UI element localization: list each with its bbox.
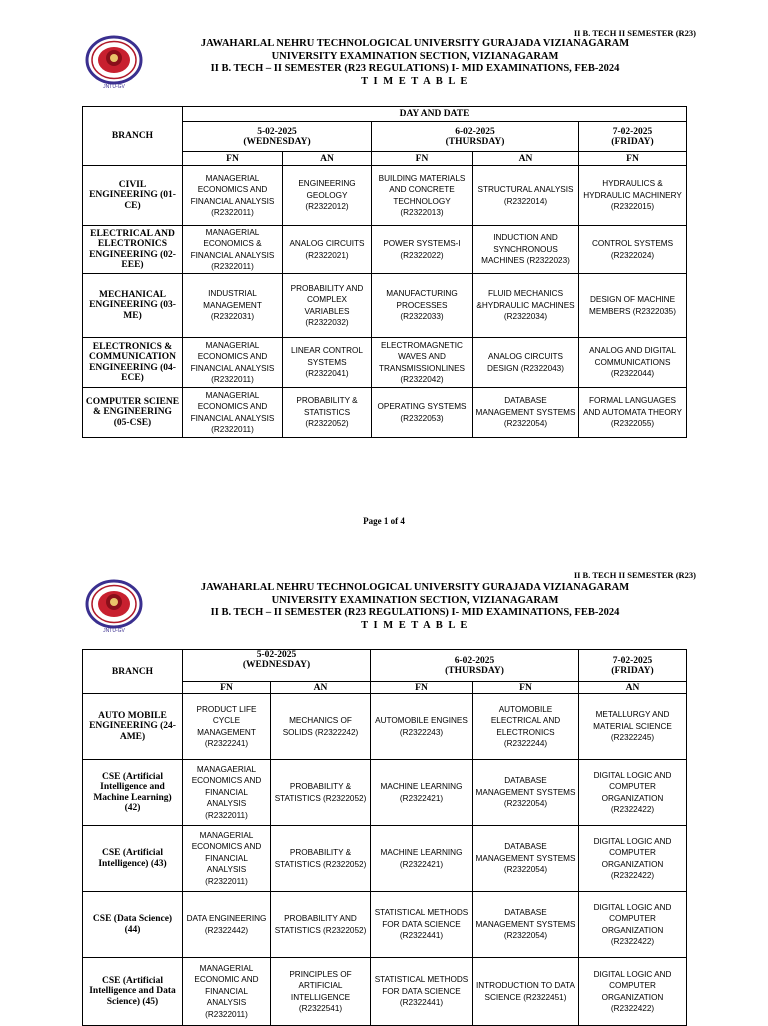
subject-cell: MANUFACTURING PROCESSES (R2322033) bbox=[372, 274, 473, 338]
page-2 bbox=[0, 560, 768, 1024]
branch-cell: MECHANICAL ENGINEERING (03-ME) bbox=[83, 274, 183, 338]
subject-cell: HYDRAULICS & HYDRAULIC MACHINERY (R2322015) bbox=[579, 166, 687, 226]
document-header bbox=[150, 38, 680, 88]
subject-cell: ANALOG AND DIGITAL COMMUNICATIONS (R2322044) bbox=[579, 338, 687, 388]
subject-cell: ELECTROMAGNETIC WAVES AND TRANSMISSIONLINES (R2322042) bbox=[372, 338, 473, 388]
session-header: AN bbox=[283, 152, 372, 166]
timetable-title: T I M E T A B L E bbox=[361, 75, 469, 87]
subject-cell: INDUCTION AND SYNCHRONOUS MACHINES (R2322023) bbox=[473, 226, 579, 274]
exam-title: II B. TECH – II SEMESTER (R23 REGULATIONS) I- MID EXAMINATIONS, FEB-2024 bbox=[210, 607, 620, 618]
semester-tag: II B. TECH II SEMESTER (R23) bbox=[573, 570, 696, 580]
timetable-page-2 bbox=[82, 649, 687, 1026]
document-header bbox=[150, 582, 680, 632]
table-row bbox=[83, 226, 687, 274]
timetable-page-1 bbox=[82, 106, 687, 438]
branch-cell: CSE (Artificial Intelligence) (43) bbox=[83, 826, 183, 892]
date-header: 7-02-2025 (FRIDAY) bbox=[579, 122, 687, 152]
branch-cell: CSE (Artificial Intelligence and Machine Learning) (42) bbox=[83, 760, 183, 826]
subject-cell: DIGITAL LOGIC AND COMPUTER ORGANIZATION (R2322422) bbox=[579, 760, 687, 826]
session-header: AN bbox=[579, 682, 687, 694]
branch-cell: CSE (Artificial Intelligence and Data Science) (45) bbox=[83, 958, 183, 1026]
page-number: Page 1 of 4 bbox=[363, 516, 405, 526]
svg-text:JNTU-GV: JNTU-GV bbox=[103, 84, 125, 90]
subject-cell: MANAGERIAL ECONOMICS AND FINANCIAL ANALYSIS (R2322011) bbox=[183, 338, 283, 388]
branch-cell: ELECTRONICS & COMMUNICATION ENGINEERING (04-ECE) bbox=[83, 338, 183, 388]
subject-cell: ANALOG CIRCUITS DESIGN (R2322043) bbox=[473, 338, 579, 388]
subject-cell: PROBABILITY & STATISTICS (R2322052) bbox=[283, 388, 372, 438]
subject-cell: OPERATING SYSTEMS (R2322053) bbox=[372, 388, 473, 438]
section-name: UNIVERSITY EXAMINATION SECTION, VIZIANAGARAM bbox=[271, 50, 559, 62]
subject-cell: MANAGERIAL ECONOMICS AND FINANCIAL ANALYSIS (R2322011) bbox=[183, 166, 283, 226]
date-header: 5-02-2025 (WEDNESDAY) bbox=[183, 650, 371, 682]
date-header: 7-02-2025 (FRIDAY) bbox=[579, 650, 687, 682]
table-row bbox=[83, 694, 687, 760]
subject-cell: PROBABILITY AND COMPLEX VARIABLES (R2322032) bbox=[283, 274, 372, 338]
subject-cell: FLUID MECHANICS &HYDRAULIC MACHINES (R2322034) bbox=[473, 274, 579, 338]
subject-cell: DATA ENGINEERING (R2322442) bbox=[183, 892, 271, 958]
branch-cell: AUTO MOBILE ENGINEERING (24-AME) bbox=[83, 694, 183, 760]
subject-cell: ENGINEERING GEOLOGY (R2322012) bbox=[283, 166, 372, 226]
subject-cell: DATABASE MANAGEMENT SYSTEMS (R2322054) bbox=[473, 388, 579, 438]
subject-cell: MACHINE LEARNING (R2322421) bbox=[371, 826, 473, 892]
table-row bbox=[83, 338, 687, 388]
subject-cell: AUTOMOBILE ENGINES (R2322243) bbox=[371, 694, 473, 760]
subject-cell: MANAGERIAL ECONOMICS & FINANCIAL ANALYSIS (R2322011) bbox=[183, 226, 283, 274]
subject-cell: ANALOG CIRCUITS (R2322021) bbox=[283, 226, 372, 274]
date-header: 5-02-2025 (WEDNESDAY) bbox=[183, 122, 372, 152]
subject-cell: PROBABILITY & STATISTICS (R2322052) bbox=[271, 760, 371, 826]
subject-cell: LINEAR CONTROL SYSTEMS (R2322041) bbox=[283, 338, 372, 388]
timetable-title: T I M E T A B L E bbox=[361, 619, 469, 631]
table-row bbox=[83, 166, 687, 226]
branch-header: BRANCH bbox=[83, 107, 183, 166]
subject-cell: AUTOMOBILE ELECTRICAL AND ELECTRONICS (R2322244) bbox=[473, 694, 579, 760]
session-header: FN bbox=[579, 152, 687, 166]
subject-cell: DATABASE MANAGEMENT SYSTEMS (R2322054) bbox=[473, 760, 579, 826]
subject-cell: PRODUCT LIFE CYCLE MANAGEMENT (R2322241) bbox=[183, 694, 271, 760]
subject-cell: INDUSTRIAL MANAGEMENT (R2322031) bbox=[183, 274, 283, 338]
branch-cell: ELECTRICAL AND ELECTRONICS ENGINEERING (02-EEE) bbox=[83, 226, 183, 274]
exam-title: II B. TECH – II SEMESTER (R23 REGULATIONS) I- MID EXAMINATIONS, FEB-2024 bbox=[210, 63, 620, 74]
university-logo bbox=[82, 34, 146, 90]
day-and-date-header: DAY AND DATE bbox=[183, 107, 687, 122]
subject-cell: DATABASE MANAGEMENT SYSTEMS (R2322054) bbox=[473, 826, 579, 892]
session-header: FN bbox=[371, 682, 473, 694]
session-header: AN bbox=[271, 682, 371, 694]
subject-cell: STRUCTURAL ANALYSIS (R2322014) bbox=[473, 166, 579, 226]
subject-cell: MANAGAERIAL ECONOMICS AND FINANCIAL ANALYSIS (R2322011) bbox=[183, 760, 271, 826]
table-row bbox=[83, 760, 687, 826]
subject-cell: MECHANICS OF SOLIDS (R2322242) bbox=[271, 694, 371, 760]
subject-cell: MANAGERIAL ECONOMIC AND FINANCIAL ANALYSIS (R2322011) bbox=[183, 958, 271, 1026]
subject-cell: METALLURGY AND MATERIAL SCIENCE (R2322245) bbox=[579, 694, 687, 760]
subject-cell: PROBABILITY & STATISTICS (R2322052) bbox=[271, 826, 371, 892]
subject-cell: MACHINE LEARNING (R2322421) bbox=[371, 760, 473, 826]
subject-cell: PRINCIPLES OF ARTIFICIAL INTELLIGENCE (R2322541) bbox=[271, 958, 371, 1026]
subject-cell: INTRODUCTION TO DATA SCIENCE (R2322451) bbox=[473, 958, 579, 1026]
subject-cell: DESIGN OF MACHINE MEMBERS (R2322035) bbox=[579, 274, 687, 338]
subject-cell: DIGITAL LOGIC AND COMPUTER ORGANIZATION (R2322422) bbox=[579, 826, 687, 892]
date-header: 6-02-2025 (THURSDAY) bbox=[372, 122, 579, 152]
subject-cell: STATISTICAL METHODS FOR DATA SCIENCE (R2322441) bbox=[371, 892, 473, 958]
subject-cell: DIGITAL LOGIC AND COMPUTER ORGANIZATION (R2322422) bbox=[579, 892, 687, 958]
subject-cell: MANAGERIAL ECONOMICS AND FINANCIAL ANALYSIS (R2322011) bbox=[183, 826, 271, 892]
subject-cell: STATISTICAL METHODS FOR DATA SCIENCE (R2322441) bbox=[371, 958, 473, 1026]
university-name: JAWAHARLAL NEHRU TECHNOLOGICAL UNIVERSITY GURAJADA VIZIANAGARAM bbox=[200, 38, 630, 49]
table-row bbox=[83, 826, 687, 892]
subject-cell: MANAGERIAL ECONOMICS AND FINANCIAL ANALYSIS (R2322011) bbox=[183, 388, 283, 438]
table-row bbox=[83, 274, 687, 338]
branch-header: BRANCH bbox=[83, 650, 183, 694]
svg-text:JNTU-GV: JNTU-GV bbox=[103, 628, 125, 634]
table-row bbox=[83, 958, 687, 1026]
subject-cell: DATABASE MANAGEMENT SYSTEMS (R2322054) bbox=[473, 892, 579, 958]
table-row bbox=[83, 892, 687, 958]
session-header: FN bbox=[183, 152, 283, 166]
session-header: FN bbox=[183, 682, 271, 694]
subject-cell: BUILDING MATERIALS AND CONCRETE TECHNOLOGY (R2322013) bbox=[372, 166, 473, 226]
university-logo bbox=[82, 578, 146, 634]
branch-cell: CSE (Data Science) (44) bbox=[83, 892, 183, 958]
subject-cell: DIGITAL LOGIC AND COMPUTER ORGANIZATION (R2322422) bbox=[579, 958, 687, 1026]
session-header: AN bbox=[473, 152, 579, 166]
table-row bbox=[83, 388, 687, 438]
subject-cell: POWER SYSTEMS-I (R2322022) bbox=[372, 226, 473, 274]
university-name: JAWAHARLAL NEHRU TECHNOLOGICAL UNIVERSITY GURAJADA VIZIANAGARAM bbox=[200, 582, 630, 593]
branch-cell: CIVIL ENGINEERING (01-CE) bbox=[83, 166, 183, 226]
semester-tag: II B. TECH II SEMESTER (R23) bbox=[573, 28, 696, 38]
subject-cell: CONTROL SYSTEMS (R2322024) bbox=[579, 226, 687, 274]
branch-cell: COMPUTER SCIENE & ENGINEERING (05-CSE) bbox=[83, 388, 183, 438]
session-header: FN bbox=[473, 682, 579, 694]
subject-cell: PROBABILITY AND STATISTICS (R2322052) bbox=[271, 892, 371, 958]
section-name: UNIVERSITY EXAMINATION SECTION, VIZIANAGARAM bbox=[271, 594, 559, 606]
date-header: 6-02-2025 (THURSDAY) bbox=[371, 650, 579, 682]
session-header: FN bbox=[372, 152, 473, 166]
subject-cell: FORMAL LANGUAGES AND AUTOMATA THEORY (R2322055) bbox=[579, 388, 687, 438]
